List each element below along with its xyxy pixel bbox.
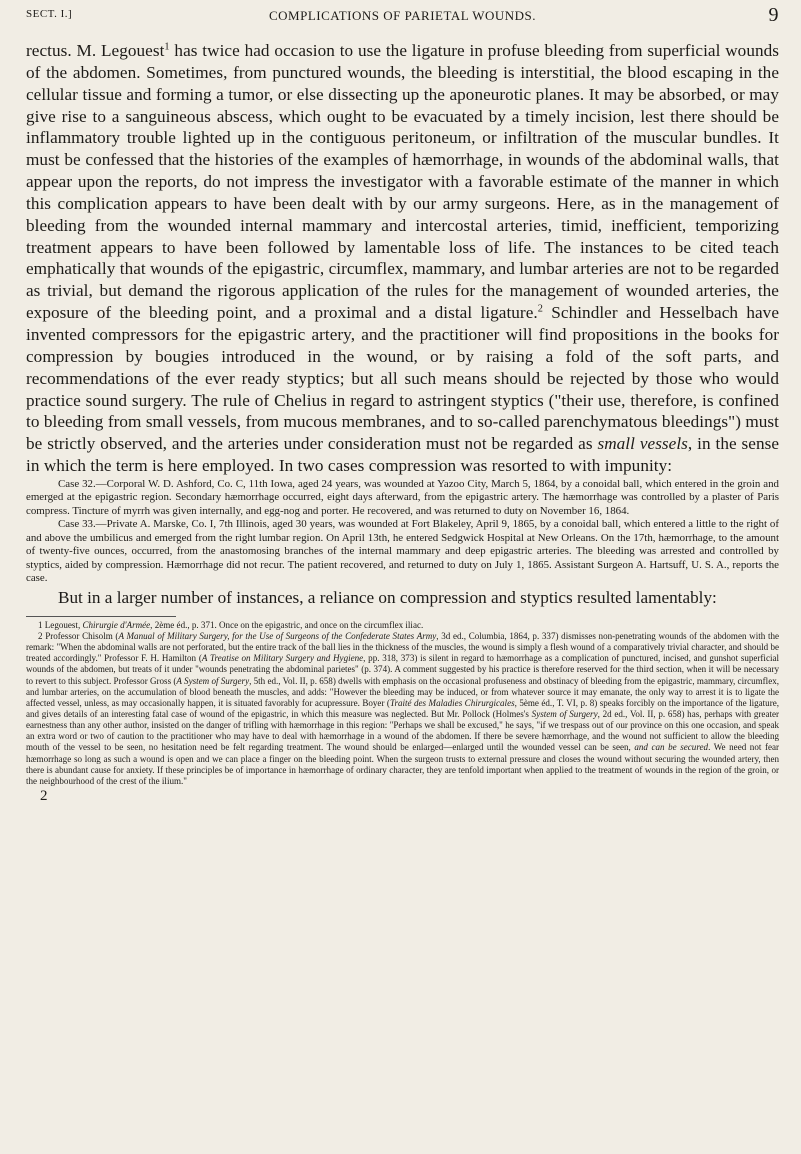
footnotes <box>26 620 779 787</box>
running-header <box>26 0 779 40</box>
running-title: COMPLICATIONS OF PARIETAL WOUNDS. <box>268 8 537 23</box>
footnote-ref-1: 1 <box>164 41 170 53</box>
section-label: SECT. I.] <box>26 8 73 20</box>
paragraph: rectus. M. Legouest$^1$ has twice had occasion to use the ligature in profuse bleeding from superficial wounds of the abdomen. Sometimes, from punctured wounds, the bleeding is interstitial, the blood escaping in the cellular tissue and forming a tumor, or else dissecting up the aponeurotic planes. It may be absorbed, or may give rise to a sanguineous abscess, which ought to be evacuated by a timely incision, lest there should be inflammatory trouble lighted up in the contiguous peritoneum, or infiltration of the muscular bundles. It must be confessed that the histories of the examples of hæmorrhage, in wounds of the abdominal walls, that appear upon the reports, do not impress the investigator with a favorable estimate of the manner in which this complication appears to have been dealt with by our army surgeons. Here, as in the management of bleeding from the wounded internal mammary and intercostal arteries, timid, inefficient, temporizing treatment appears to have been followed by lamentable loss of life. The instances to be cited teach emphatically that wounds of the epigastric, circumflex, mammary, and lumbar arteries are not to be regarded as trivial, but demand the rigorous application of the rules for the management of wounded arteries, the exposure of the bleeding point, and a proximal and a distal ligature.$^2$ Schindler and Hesselbach have invented compressors for the epigastric artery, and the practitioner will find propositions in the books for compression by bougies introduced in the wound, or by raising a fold of the soft parts, and recommendations of the ever ready styptics; but all such means should be rejected by those who would practice sound surgery. The rule of Chelius in regard to astringent styptics ("their use, therefore, is confined to bleeding from small vessels, from mucous membranes, and to so-called parenchymatous bleedings") must be strictly observed, and the arteries under consideration must not be regarded as small vessels, in the sense in which the term is here employed. In two cases compression was resorted to with impunity: <box>26 41 780 476</box>
footnote-1: 1 Legouest, Chirurgie d'Armée, 2ème éd., p. 371. Once on the epigastric, and once on the circumflex iliac. <box>38 619 424 630</box>
footnote-2: 2 Professor Chisolm (A Manual of Military Surgery, for the Use of Surgeons of the Confederate States Army, 3d ed., Columbia, 1864, p. 337) dismisses non-penetrating wounds of the abdomen with the remark: "When the abdominal walls are not perforated, but the entire track of the ball lies in the thickness of the muscles, the wound is simply a flesh wound of a comparatively trivial character, and should be treated accordingly." Professor F. H. Hamilton (A Treatise on Military Surgery and Hygiene, pp. 318, 373) is silent in regard to hæmorrhage as a complication of punctured, incised, and gunshot superficial wounds of the abdomen, but treats of it under "wounds penetrating the abdominal parietes" (p. 374). A comment suggested by his practice is therefore reserved for the third section, when it will be necessary to revert to this subject. Professor Gross (A System of Surgery, 5th ed., Vol. II, p. 658) dwells with emphasis on the occasional profuseness and obstinacy of bleeding from the epigastric, mammary, circumflex, and lumbar arteries, on the accumulation of blood beneath the muscles, and adds: "However the bleeding may be induced, or from whatever source it may emanate, the only way to arrest it is to ligate the affected vessel, unless, as may occasionally happen, it is situated favorably for acupressure. Boyer (Traité des Maladies Chirurgicales, 5ème éd., T. VI, p. 8) speaks forcibly on the importance of the ligature, and gives details of an interesting fatal case of wound of the epigastric, in which this measure was neglected. But Mr. Pollock (Holmes's System of Surgery, 2d ed., Vol. II, p. 658) has, perhaps with greater earnestness than any other author, insisted on the danger of trifling with hæmorrhage in this region: "Perhaps we shall be excused," he says, "if we trespass out of our province on this one occasion, and speak an extra word or two of caution to the practitioner who may have to deal with hæmorrhage in a wound of the abdomen. If there be severe hæmorrhage, and the wound not sufficient to allow the bleeding mouth of the vessel to be seen, no hesitation need be felt regarding treatment. The wound should be enlarged—enlarged until the wounded vessel can be seen, and can be secured. We need not fear hæmorrhage so long as such a wound is open and we can place a finger on the bleeding point. When the surgeon trusts to external pressure and closes the wound without securing the wounded artery, then there is abundant cause for anxiety. If these principles be of importance in hæmorrhage of ordinary character, they are tenfold important when applied to the treatment of wounds in the region of the groin, or the neighbourhood of the crest of the ilium." <box>26 630 780 786</box>
footnote-divider <box>26 616 176 617</box>
signature-mark: 2 <box>40 788 48 805</box>
page-number: 9 <box>768 4 779 26</box>
case-33: Case 33.—Private A. Marske, Co. I, 7th Illinois, aged 30 years, was wounded at Fort Blakeley, April 9, 1865, by a conoidal ball, which entered a little to the right of and above the umbilicus and emerged from the right lumbar region. On April 13th, he entered Sedgwick Hospital at New Orleans. On the 17th, hæmorrhage, to the amount of twenty-five ounces, occurred, from the anastomosing branches of the internal mammary and deep epigastric arteries. The bleeding was arrested and controlled by styptics, aided by compression. Hæmorrhage did not recur. The patient recovered, and returned to duty on July 1, 1865. Assistant Surgeon A. Hartsuff, U. S. A., reports the case. <box>26 518 779 585</box>
paragraph-continuation: But in a larger number of instances, a reliance on compression and styptics resulted lamentably: <box>58 587 717 607</box>
page <box>26 0 779 805</box>
footnote-ref-2: 2 <box>537 303 543 315</box>
emphasis: small vessels <box>597 434 688 454</box>
case-32: Case 32.—Corporal W. D. Ashford, Co. C, 11th Iowa, aged 24 years, was wounded at Yazoo City, March 5, 1864, by a conoidal ball, which entered in the groin and emerged at the epigastric region. Secondary hæmorrhage occurred, eight days afterward, from the epigastric artery. The hæmorrhage was controlled by a plaster of Paris compress. Tincture of myrrh was given internally, and egg-nog and porter. He recovered, and was returned to duty on November 16, 1864. <box>26 477 779 517</box>
main-text <box>26 40 779 477</box>
